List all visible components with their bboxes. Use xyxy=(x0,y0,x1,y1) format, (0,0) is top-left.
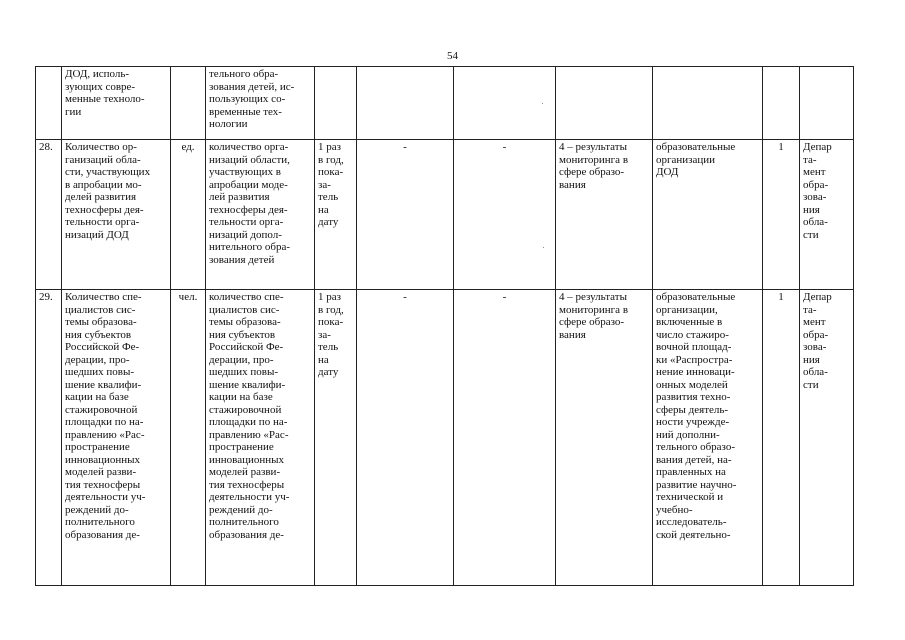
observation-object-cell: образовательные организации, включенные в число стажиро- вочной площад- ки «Распростра- нение инноваци- онных моделей развития техно- сферы деятель- ности учрежде- ний дополни- тельного образо- вания детей, на- правленных на развитие научно- технической и учебно- исследователь- ской деятельно- xyxy=(653,290,763,586)
row-number-cell: 28. xyxy=(36,140,62,290)
coverage-cell: 1 xyxy=(763,140,800,290)
indicators-used-cell: - xyxy=(454,140,556,290)
scan-speck xyxy=(542,103,543,104)
scan-speck xyxy=(543,247,544,248)
frequency-cell: 1 раз в год, пока- за- тель на дату xyxy=(315,290,357,586)
page-number: 54 xyxy=(447,50,458,62)
unit-cell: чел. xyxy=(171,290,206,586)
frequency-cell xyxy=(315,67,357,140)
table-row xyxy=(36,290,854,586)
indicators-used-cell xyxy=(454,67,556,140)
data-source-cell xyxy=(556,67,653,140)
indicator-name-cell: Количество спе- циалистов сис- темы образова- ния субъектов Российской Фе- дерации, про- шедших повы- шение квалифи- кации на базе стажировочной площадки по на- правлению «Рас- пространение инновационных моделей разви- тия техносферы деятельности уч- реждений до- полнительного образования де- xyxy=(62,290,171,586)
indicators-used-cell: - xyxy=(454,290,556,586)
indicator-name-cell: Количество ор- ганизаций обла- сти, участвующих в апробации мо- делей развития техносферы дея- тельности орга- низаций ДОД xyxy=(62,140,171,290)
observation-object-cell xyxy=(653,67,763,140)
data-source-cell: 4 – результаты мониторинга в сфере образо- вания xyxy=(556,140,653,290)
table-row xyxy=(36,67,854,140)
coverage-cell: 1 xyxy=(763,290,800,586)
definition-cell: тельного обра- зования детей, ис- пользующих со- временные тех- нологии xyxy=(206,67,315,140)
responsible-cell xyxy=(800,67,854,140)
formula-cell: - xyxy=(357,290,454,586)
responsible-cell: Депар та- мент обра- зова- ния обла- сти xyxy=(800,290,854,586)
unit-cell xyxy=(171,67,206,140)
table-row xyxy=(36,140,854,290)
coverage-cell xyxy=(763,67,800,140)
row-number-cell xyxy=(36,67,62,140)
formula-cell xyxy=(357,67,454,140)
indicator-name-cell: ДОД, исполь- зующих совре- менные техноло- гии xyxy=(62,67,171,140)
data-source-cell: 4 – результаты мониторинга в сфере образо- вания xyxy=(556,290,653,586)
definition-cell: количество спе- циалистов сис- темы образова- ния субъектов Российской Фе- дерации, про- шедших повы- шение квалифи- кации на базе стажировочной площадки по на- правлению «Рас- пространение инновационных моделей разви- тия техносферы деятельности уч- реждений до- полнительного образования де- xyxy=(206,290,315,586)
row-number-cell: 29. xyxy=(36,290,62,586)
responsible-cell: Депар та- мент обра- зова- ния обла- сти xyxy=(800,140,854,290)
definition-cell: количество орга- низаций области, участвующих в апробации моде- лей развития техносферы дея- тельности орга- низаций допол- нительного обра- зования детей xyxy=(206,140,315,290)
indicators-table xyxy=(35,66,854,586)
frequency-cell: 1 раз в год, пока- за- тель на дату xyxy=(315,140,357,290)
observation-object-cell: образовательные организации ДОД xyxy=(653,140,763,290)
unit-cell: ед. xyxy=(171,140,206,290)
formula-cell: - xyxy=(357,140,454,290)
